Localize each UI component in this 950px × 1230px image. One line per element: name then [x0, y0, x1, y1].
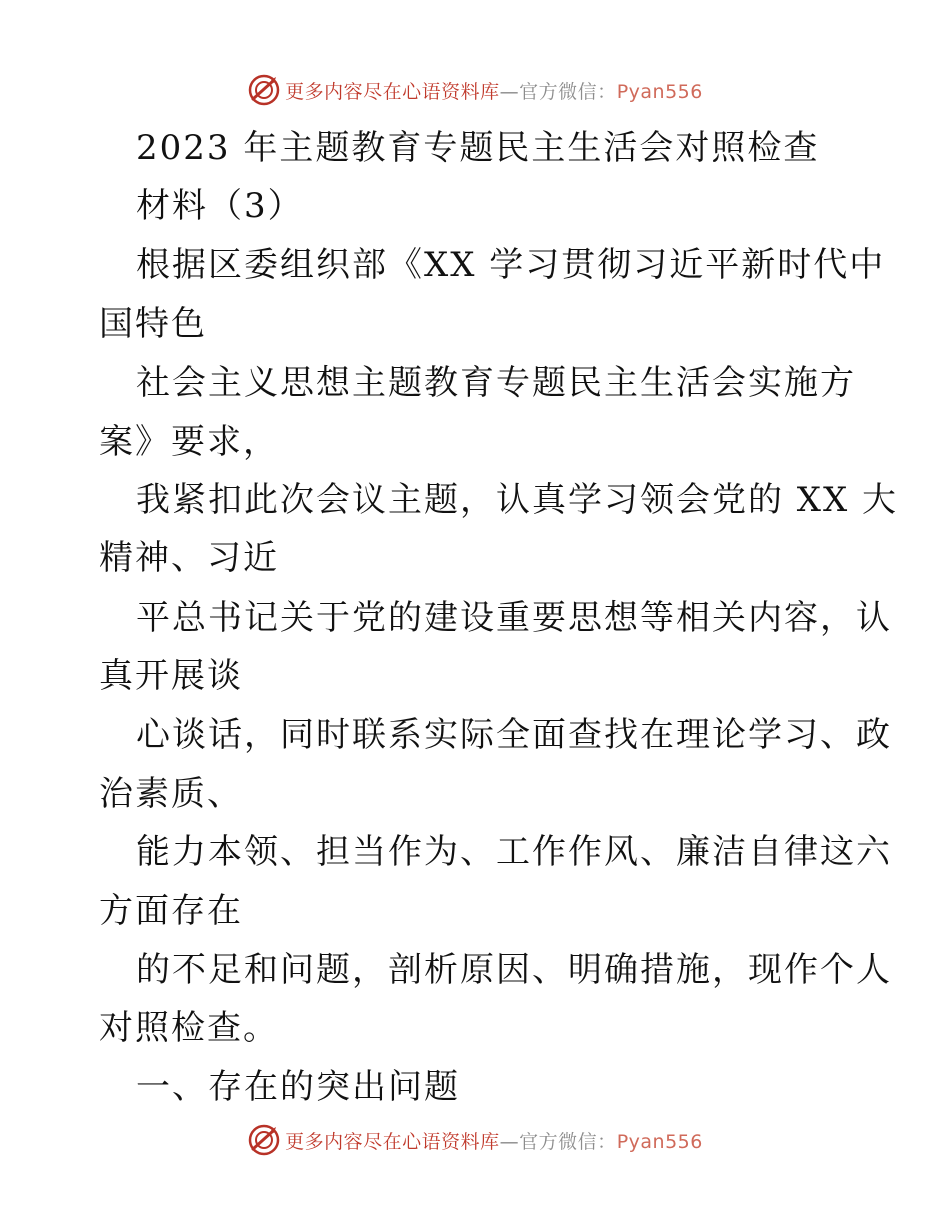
paragraph-line: 精神、习近 [99, 538, 279, 578]
paragraph-line: 国特色 [99, 304, 207, 344]
banner-wechat-id: Pyan556 [616, 80, 703, 103]
banner-separator: — [499, 1130, 520, 1153]
banner-separator: — [499, 80, 520, 103]
document-title-line-2: 材料（3） [136, 186, 304, 226]
paragraph-line: 能力本领、担当作为、工作作风、廉洁自律这六 [136, 832, 892, 872]
paragraph-line: 心谈话，同时联系实际全面查找在理论学习、政 [136, 715, 892, 755]
section-heading: 一、存在的突出问题 [136, 1067, 460, 1107]
banner-wechat-id: Pyan556 [616, 1130, 703, 1153]
header-banner [0, 70, 950, 110]
banner-official-label: 官方微信： [519, 80, 617, 103]
banner-brand: 更多内容尽在心语资料库 [285, 1130, 500, 1153]
paragraph-line: 根据区委组织部《XX 学习贯彻习近平新时代中 [136, 245, 886, 285]
paragraph-line: 案》要求， [99, 422, 279, 462]
brand-logo-icon [247, 73, 281, 107]
footer-banner [0, 1120, 950, 1160]
paragraph-line: 真开展谈 [99, 656, 243, 696]
paragraph-line: 方面存在 [99, 891, 243, 931]
banner-official-label: 官方微信： [519, 1130, 617, 1153]
paragraph-line: 治素质、 [99, 774, 243, 814]
banner-text [285, 77, 703, 104]
brand-logo-icon [247, 1123, 281, 1157]
paragraph-line: 平总书记关于党的建设重要思想等相关内容，认 [136, 598, 892, 638]
paragraph-line: 的不足和问题，剖析原因、明确措施，现作个人 [136, 950, 892, 990]
banner-text [285, 1127, 703, 1154]
paragraph-line: 社会主义思想主题教育专题民主生活会实施方 [136, 363, 856, 403]
banner-brand: 更多内容尽在心语资料库 [285, 80, 500, 103]
document-title-line-1: 2023 年主题教育专题民主生活会对照检查 [136, 128, 820, 168]
paragraph-line: 对照检查。 [99, 1008, 279, 1048]
paragraph-line: 我紧扣此次会议主题，认真学习领会党的 XX 大 [136, 480, 899, 520]
